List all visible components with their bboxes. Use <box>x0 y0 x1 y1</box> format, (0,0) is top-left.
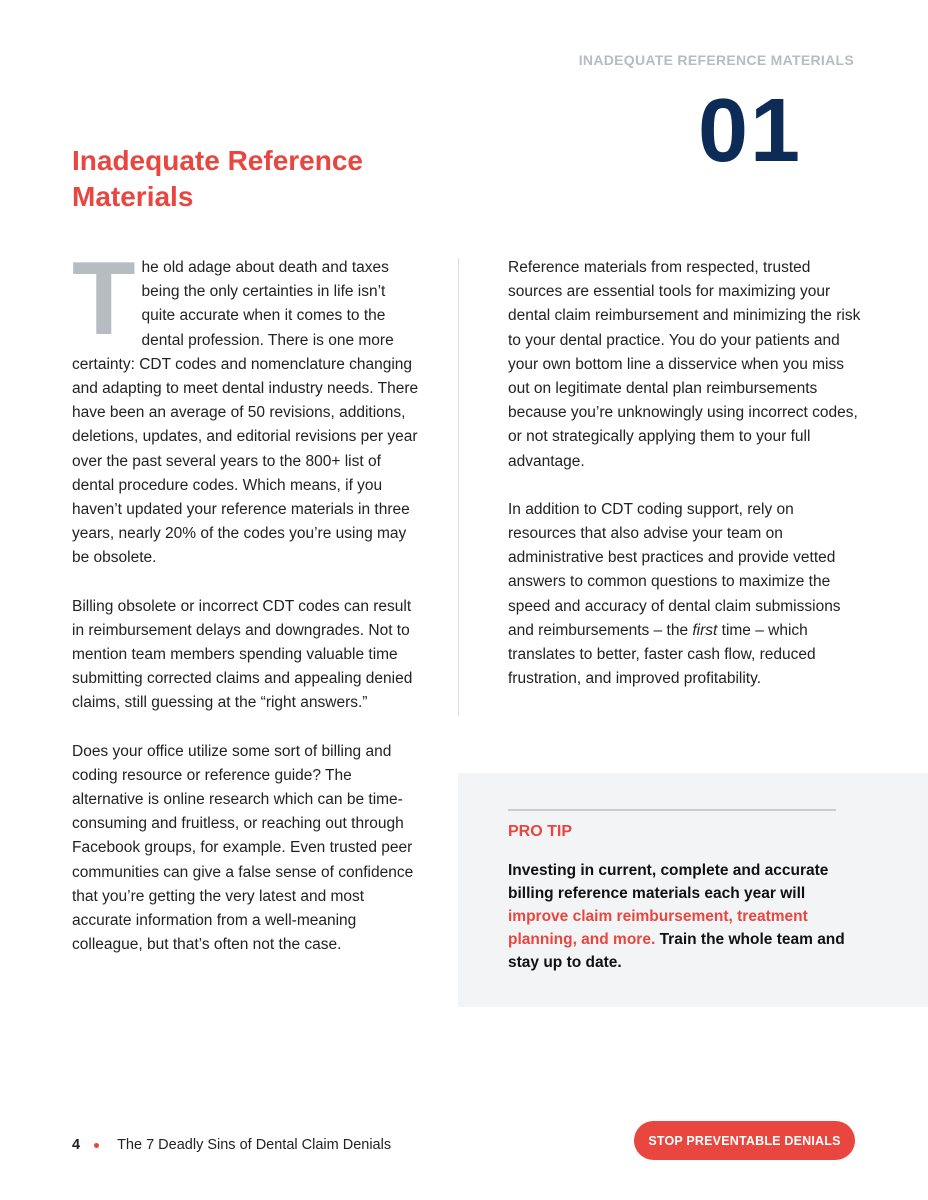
pro-tip-text-end: Train the whole team and stay up to date. <box>508 931 845 971</box>
coding-support-paragraph <box>508 498 864 692</box>
pro-tip-divider <box>508 809 836 811</box>
coding-text-end: time – which translates to better, faster cash flow, reduced frustration, and improved profitability. <box>508 621 816 688</box>
reference-paragraph: Reference materials from respected, trusted sources are essential tools for maximizing your dental claim reimbursement and minimizing the risk to your dental practice. You do your patients and your own bottom line a disservice when you miss out on legitimate dental plan reimbursements because you’re unknowingly using incorrect codes, or not strategically applying them to your full advantage. <box>508 259 861 470</box>
pro-tip-text-start: Investing in current, complete and accurate billing reference materials each year will <box>508 862 829 902</box>
coding-text-emphasis: first <box>692 621 718 639</box>
intro-paragraph <box>72 241 420 571</box>
pro-tip-highlight: improve claim reimbursement, treatment planning, and more. <box>508 908 808 948</box>
coding-text-start: In addition to CDT coding support, rely on resources that also advise your team on administrative best practices and provide vetted answers to common questions to maximize the speed and accuracy of dental claim submissions and reimbursements – the <box>508 500 841 639</box>
stop-preventable-denials-button[interactable]: STOP PREVENTABLE DENIALS <box>634 1121 855 1160</box>
bullet-icon <box>94 1143 99 1148</box>
footer <box>72 1137 391 1153</box>
billing-paragraph: Billing obsolete or incorrect CDT codes can result in reimbursement delays and downgrades. Not to mention team members spending valuable time submitting corrected claims and appealing denied claims, still guessing at the “right answers.” <box>72 597 413 712</box>
running-header: INADEQUATE REFERENCE MATERIALS <box>578 52 854 68</box>
intro-paragraph-text: he old adage about death and taxes being the only certainties in life isn’t quite accurate when it comes to the dental profession. There is one more certainty: CDT codes and nomenclature changing and adapting to meet dental industry needs. There have been an average of 50 revisions, additions, deletions, updates, and editorial revisions per year over the past several years to the 800+ list of dental procedure codes. Which means, if you haven’t updated your reference materials in three years, nearly 20% of the codes you’re using may be obsolete. <box>72 259 419 567</box>
resource-paragraph: Does your office utilize some sort of billing and coding resource or reference guide? The alternative is online research which can be time-consuming and fruitless, or reaching out through Facebook groups, for example. Even trusted peer communities can give a false sense of confidence that you’re getting the very latest and most accurate information from a well-meaning colleague, but that’s often not the case. <box>72 742 414 954</box>
pro-tip-text <box>508 859 848 974</box>
chapter-number: 01 <box>698 81 803 181</box>
pro-tip-label: PRO TIP <box>508 823 573 840</box>
publication-title: The 7 Deadly Sins of Dental Claim Denials <box>117 1137 392 1153</box>
column-divider <box>458 258 459 716</box>
pro-tip-box <box>458 773 928 1007</box>
page-title: Inadequate Reference Materials <box>72 145 363 212</box>
drop-cap: T <box>72 241 136 357</box>
page-number: 4 <box>72 1137 81 1153</box>
right-column <box>508 256 864 715</box>
left-column <box>72 241 420 981</box>
